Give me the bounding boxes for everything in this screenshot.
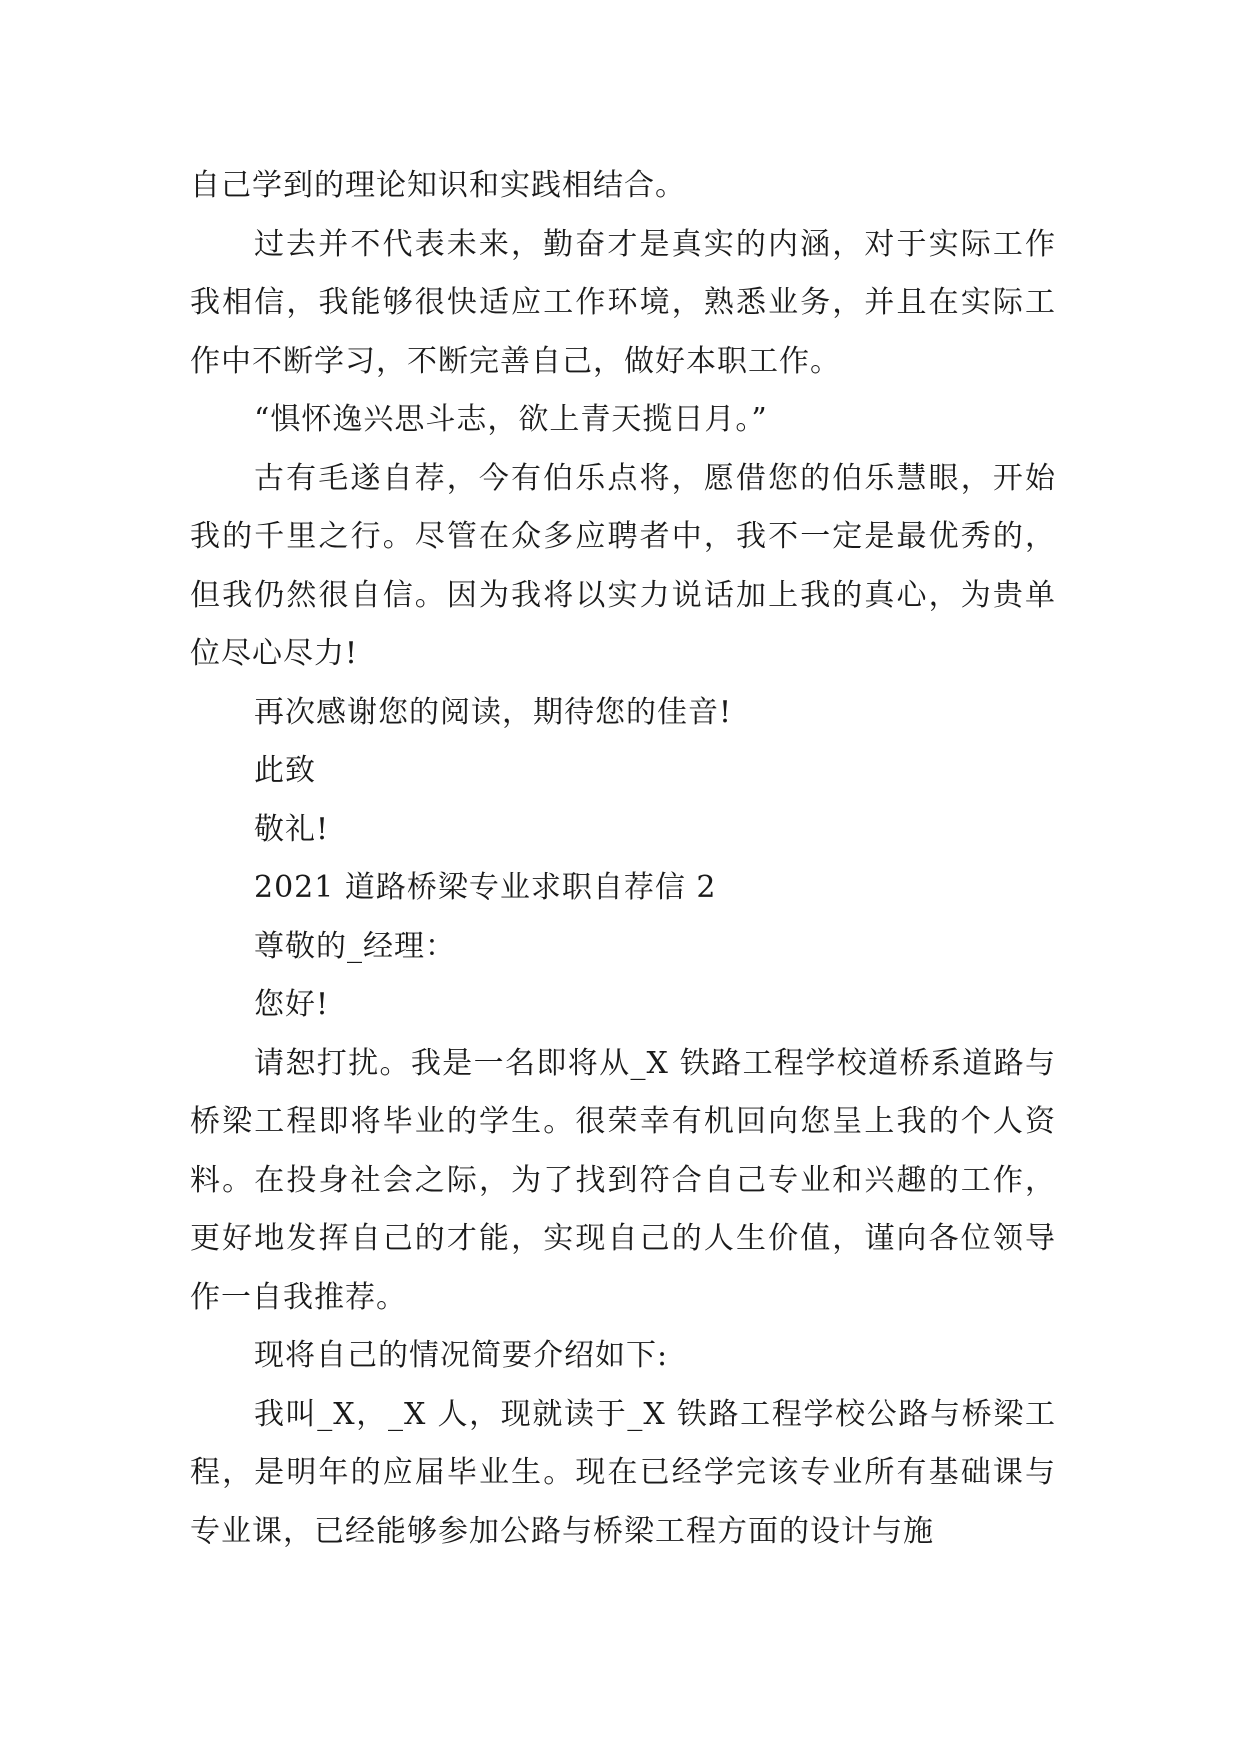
quote-paragraph: “惧怀逸兴思斗志，欲上青天揽日月。”	[254, 402, 768, 437]
letter-body	[190, 157, 1056, 1561]
paragraph: 过去并不代表未来，勤奋才是真实的内涵，对于实际工作我相信，我能够很快适应工作环境，熟悉业务，并且在实际工作中不断学习，不断完善自己，做好本职工作。	[190, 226, 1056, 379]
closing-salutation: 此致	[254, 753, 316, 788]
greeting-addressee: 尊敬的_经理：	[254, 928, 456, 964]
paragraph: 请恕打扰。我是一名即将从_X 铁路工程学校道桥系道路与桥梁工程即将毕业的学生。很荣幸有机回向您呈上我的个人资料。在投身社会之际，为了找到符合自己专业和兴趣的工作，更好地发挥自己的才能，实现自己的人生价值，谨向各位领导作一自我推荐。	[190, 1045, 1056, 1315]
closing-thanks: 再次感谢您的阅读，期待您的佳音!	[254, 694, 733, 730]
greeting: 您好!	[254, 987, 330, 1022]
section-title: 2021 道路桥梁专业求职自荐信 2	[254, 870, 717, 905]
paragraph: 自己学到的理论知识和实践相结合。	[190, 168, 686, 203]
closing-regards: 敬礼!	[254, 811, 330, 847]
paragraph: 古有毛遂自荐，今有伯乐点将，愿借您的伯乐慧眼，开始我的千里之行。尽管在众多应聘者中，我不一定是最优秀的，但我仍然很自信。因为我将以实力说话加上我的真心，为贵单位尽心尽力!	[190, 460, 1056, 671]
paragraph: 我叫_X，_X 人，现就读于_X 铁路工程学校公路与桥梁工程，是明年的应届毕业生。现在已经学完该专业所有基础课与专业课，已经能够参加公路与桥梁工程方面的设计与施	[190, 1396, 1056, 1549]
paragraph: 现将自己的情况简要介绍如下:	[254, 1338, 669, 1373]
